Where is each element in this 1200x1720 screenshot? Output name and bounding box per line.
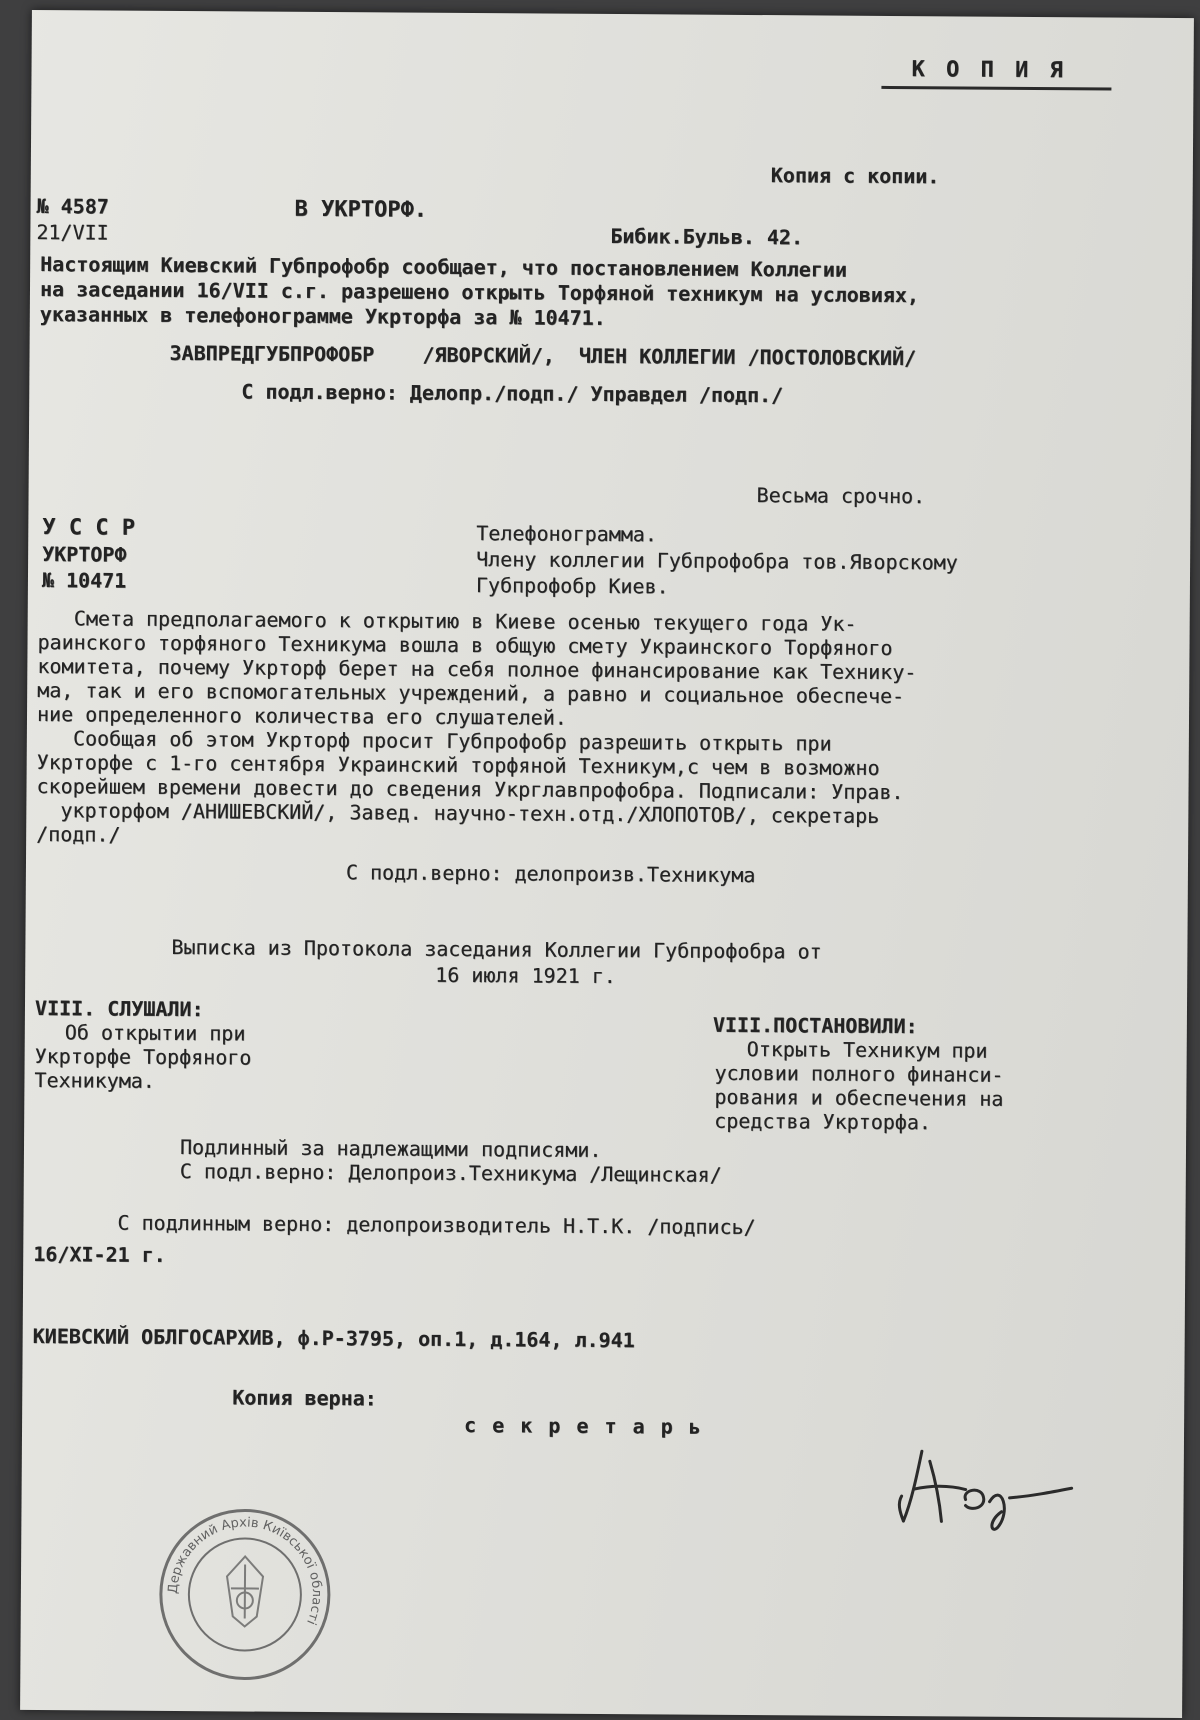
resolved-line-3: рования и обеспечения на — [714, 1084, 1004, 1111]
protocol-title-line-1: Выписка из Протокола заседания Коллегии Губпрофобра от — [171, 934, 822, 964]
letter-certification: С подл.верно: Делопр./подп./ Управдел /подп./ — [241, 379, 784, 408]
archive-stamp — [156, 1506, 333, 1683]
outgoing-number: № 4587 — [36, 194, 109, 219]
handwritten-signature — [891, 1441, 1082, 1532]
stamp-text: Державний Архів Київської області — [165, 1515, 324, 1627]
urgency-note: Весьма срочно. — [756, 483, 926, 509]
resolved-line-4: средства Укрторфа. — [714, 1108, 932, 1135]
telephonogram-line-9: укрторфом /АНИШЕВСКИЙ/, Завед. научно-техн.отд./ХЛОПОТОВ/, секретарь — [36, 798, 880, 828]
telephonogram-line-6: Сообщая об этом Укрторф просит Губпрофобр разрешить открыть при — [36, 726, 832, 756]
sender-ussr: У С С Р — [42, 515, 136, 541]
letter-line-1: Настоящим Киевский Губпрофобр сообщает, что постановлением Коллегии — [40, 252, 847, 282]
protocol-title-line-2: 16 июля 1921 г. — [435, 962, 616, 989]
telephonogram-line-2: раинского торфяного Техникума вошла в общую смету Украинского Торфяного — [37, 630, 893, 660]
secretary-label: с е к р е т а р ь — [463, 1413, 703, 1439]
heard-label: VIII. СЛУШАЛИ: — [34, 996, 204, 1022]
telephonogram-line-4: ма, так и его вспомогательных учреждений, а равно и социальное обеспече- — [37, 678, 905, 709]
recipient-line-2: Губпрофобр Киев. — [475, 573, 669, 599]
copy-mark: К О П И Я — [911, 57, 1067, 84]
recipient-line-1: Члену коллегии Губпрофобра тов.Яворскому — [476, 547, 958, 575]
copy-mark-underline — [881, 86, 1111, 91]
heard-line-1: Об открытии при — [64, 1020, 246, 1046]
telephonogram-line-10: /подп./ — [36, 822, 121, 847]
copy-of-copy: Копия с копии. — [770, 163, 940, 189]
telephonogram-line-5: ние определенного количества его слушателей. — [36, 702, 567, 730]
telephonogram-line-1: Смета предполагаемого к открытию в Киеве осенью текущего года Ук- — [37, 606, 857, 636]
telephonogram-line-8: скорейшем времени довести до сведения Укрглавпрофобра. Подписали: Управ. — [36, 774, 904, 805]
sender-ukrtorf: УКРТОРФ — [42, 542, 127, 567]
archive-reference: КИЕВСКИЙ ОБЛГОСАРХИВ, ф.Р-3795, оп.1, д.164, л.941 — [32, 1324, 635, 1353]
letter-line-2: на заседании 16/VII с.г. разрешено открыть Торфяной техникум на условиях, — [39, 277, 920, 308]
final-certification: С подлинным верно: делопроизводитель Н.Т.К. /подпись/ — [117, 1210, 756, 1240]
outgoing-date: 21/VII — [36, 220, 109, 245]
address: Бибик.Бульв. 42. — [610, 224, 804, 250]
telephonogram-line-3: комитета, почему Укрторф берет на себя полное финансирование как Технику- — [37, 654, 917, 685]
telephonogram-title: Телефонограмма. — [476, 521, 658, 547]
copy-true-label: Копия верна: — [232, 1385, 377, 1411]
document-sheet — [20, 10, 1194, 1718]
letter-signatures: ЗАВПРЕДГУБПРОФОБР /ЯВОРСКИЙ/, ЧЛЕН КОЛЛЕГИИ /ПОСТОЛОВСКИЙ/ — [169, 340, 917, 371]
original-note: Подлинный за надлежащими подписями. — [179, 1135, 602, 1162]
letter-line-3: указанных в телефонограмме Укрторфа за № 10471. — [39, 302, 606, 330]
heard-line-2: Укрторфе Торфяного — [34, 1044, 252, 1070]
heard-line-3: Техникума. — [34, 1068, 155, 1093]
sender-number: № 10471 — [41, 568, 127, 593]
emblem-icon — [227, 1556, 263, 1626]
telephonogram-certification: С подл.верно: делопроизв.Техникума — [345, 860, 756, 888]
final-date: 16/XI-21 г. — [33, 1242, 166, 1267]
resolved-line-2: условии полного финанси- — [714, 1060, 1004, 1087]
resolved-line-1: Открыть Техникум при — [746, 1036, 988, 1063]
resolved-label: VIII.ПОСТАНОВИЛИ: — [712, 1012, 918, 1039]
protocol-certification: С подл.верно: Делопроиз.Техникума /Лещинская/ — [179, 1159, 722, 1187]
telephonogram-line-7: Укрторфе с 1-го сентября Украинский торфяной Техникум,с чем в возможно — [36, 750, 880, 780]
addressee: В УКРТОРФ. — [294, 196, 428, 223]
